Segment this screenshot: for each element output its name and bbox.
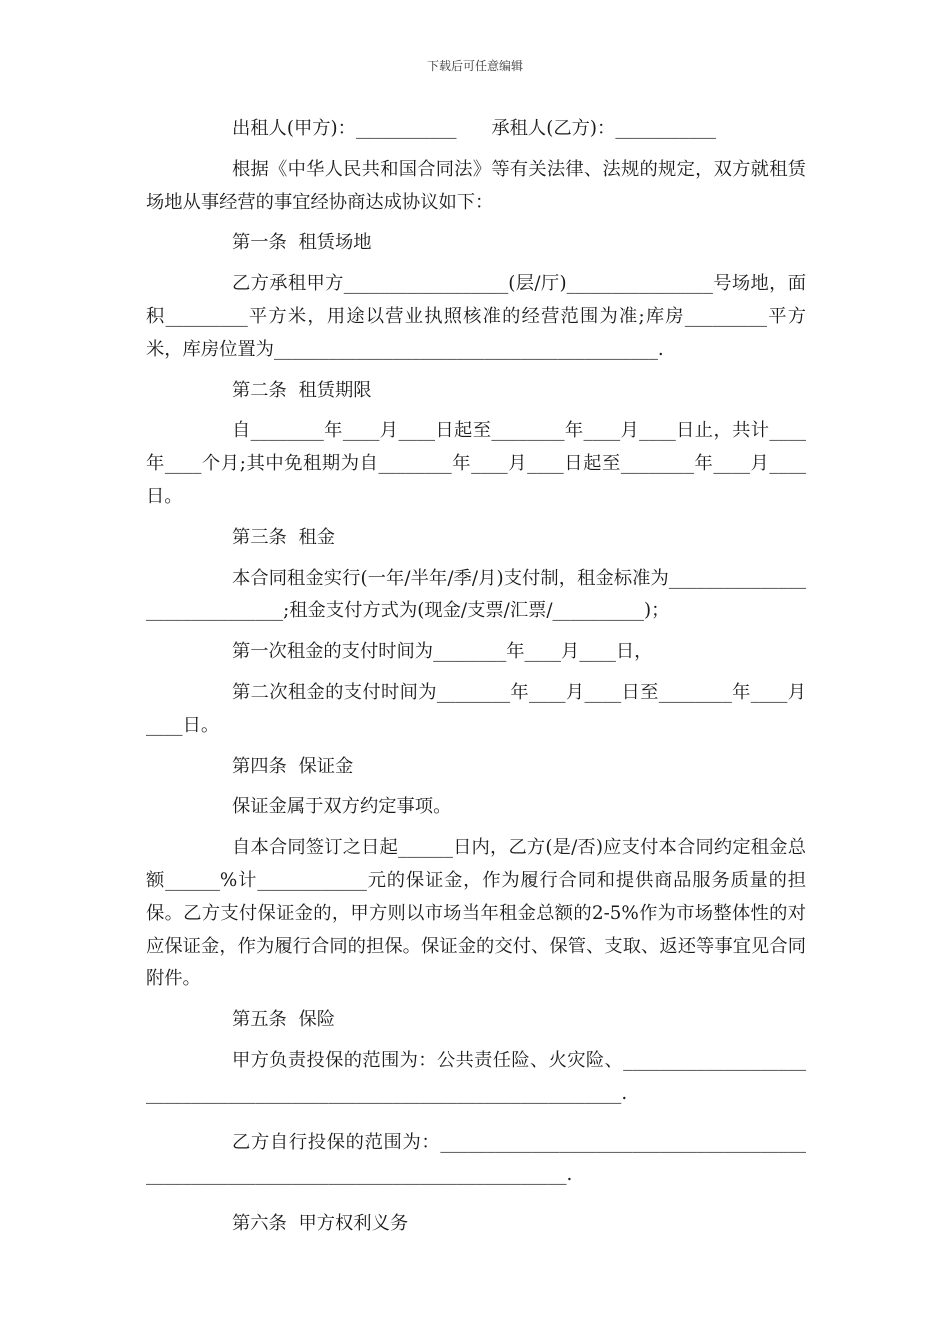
article2-title: 第二条 租赁期限 <box>232 379 372 401</box>
article1-body: 乙方承租甲方__________________(层/厅)________________号场地，面积_________平方米，用途以营业执照核准的经营范围为准;库房_________平方米，库房位置为__________________________________________. <box>146 273 806 360</box>
intro-paragraph: 根据《中华人民共和国合同法》等有关法律、法规的规定，双方就租赁场地从事经营的事宜经协商达成协议如下： <box>146 158 806 213</box>
article5-title: 第五条 保险 <box>232 1009 336 1031</box>
article4-title: 第四条 保证金 <box>232 755 354 777</box>
article4-body1: 保证金属于双方约定事项。 <box>232 796 452 818</box>
article4-body2: 自本合同签订之日起______日内，乙方(是/否)应支付本合同约定租金总额______%计____________元的保证金，作为履行合同和提供商品服务质量的担保。乙方支付保证金的，甲方则以市场当年租金总额的2-5%作为市场整体性的对应保证金，作为履行合同的担保。保证金的交付、保管、支取、返还等事宜见合同附件。 <box>146 837 806 990</box>
contract-page <box>146 113 806 1241</box>
article6-title: 第六条 甲方权利义务 <box>232 1213 409 1235</box>
article3-title: 第三条 租金 <box>232 526 336 548</box>
article3-body1: 本合同租金实行(一年/半年/季/月)支付制，租金标准为______________________________;租金支付方式为(现金/支票/汇票/__________)； <box>146 567 806 622</box>
article5-body2: 乙方自行投保的范围为：______________________________________________________________________________________. <box>146 1131 806 1186</box>
parties-line: 出租人(甲方)：___________ 承租人(乙方)：___________ <box>232 118 716 139</box>
article3-body2: 第一次租金的支付时间为________年____月____日， <box>232 641 653 663</box>
article5-body1: 甲方负责投保的范围为：公共责任险、火灾险、________________________________________________________________________. <box>146 1049 806 1104</box>
article2-body: 自________年____月____日起至________年____月____日止，共计____年____个月;其中免租期为自________年____月____日起至________年____月____日。 <box>146 420 806 507</box>
article3-body3: 第二次租金的支付时间为________年____月____日至________年____月____日。 <box>146 681 806 736</box>
page-header: 下载后可任意编辑 <box>426 59 523 73</box>
article1-title: 第一条 租赁场地 <box>232 232 372 254</box>
